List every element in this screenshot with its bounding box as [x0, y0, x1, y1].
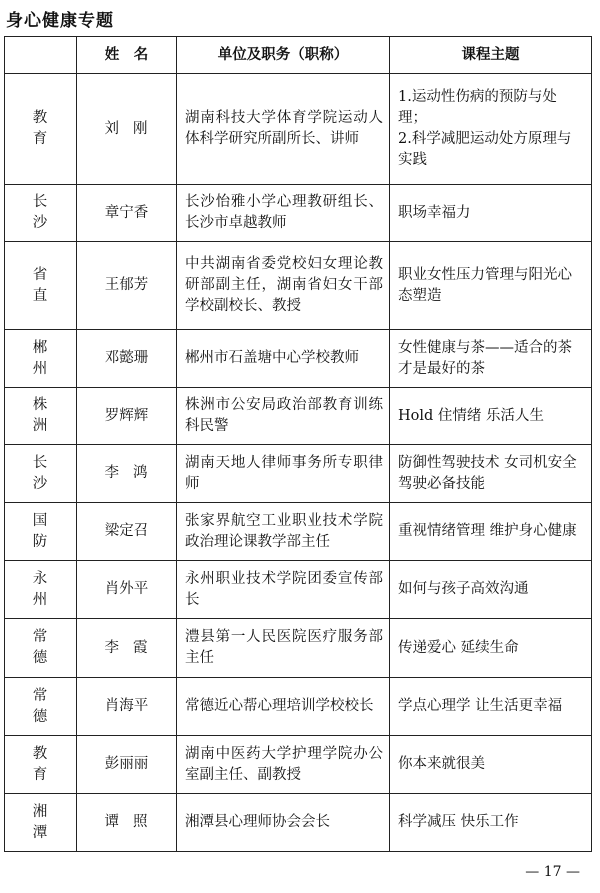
section-title: 身心健康专题: [6, 11, 114, 31]
cell-topic: [390, 619, 592, 678]
cell-unit: 永州职业技术学院团委宣传部长: [177, 561, 390, 619]
cell-topic: [390, 74, 592, 185]
cell-unit: 常德近心帮心理培训学校校长: [177, 678, 390, 736]
topic-line: 你本来就很美: [398, 756, 485, 772]
cell-name: 章宁香: [77, 185, 177, 242]
cell-name: 罗辉辉: [77, 388, 177, 445]
cell-name: 邓懿珊: [77, 330, 177, 388]
table-row: [5, 242, 592, 330]
cell-unit: 湖南科技大学体育学院运动人体科学研究所副所长、讲师: [177, 74, 390, 185]
cell-region: 长沙: [5, 185, 77, 242]
topic-line: 科学减压 快乐工作: [398, 814, 519, 830]
cell-unit: 湖南天地人律师事务所专职律师: [177, 445, 390, 503]
table-row: [5, 736, 592, 794]
cell-name: 彭丽丽: [77, 736, 177, 794]
table-row: [5, 794, 592, 852]
cell-unit: 澧县第一人民医院医疗服务部主任: [177, 619, 390, 678]
topic-line: 学点心理学 让生活更幸福: [398, 698, 563, 714]
table-row: [5, 74, 592, 185]
topic-line: 重视情绪管理 维护身心健康: [398, 523, 577, 539]
cell-name: 谭照: [77, 794, 177, 852]
cell-name: 王郁芳: [77, 242, 177, 330]
cell-region: 常德: [5, 619, 77, 678]
header-unit: 单位及职务（职称）: [177, 37, 390, 74]
topic-line: 如何与孩子高效沟通: [398, 581, 529, 597]
topic-line: 1.运动性伤病的预防与处理；: [398, 89, 557, 126]
cell-unit: 中共湖南省委党校妇女理论教研部副主任，湖南省妇女干部学校副校长、教授: [177, 242, 390, 330]
cell-topic: [390, 736, 592, 794]
table-row: [5, 619, 592, 678]
cell-topic: [390, 330, 592, 388]
cell-topic: [390, 678, 592, 736]
topic-line: 女性健康与茶——适合的茶才是最好的茶: [398, 339, 572, 377]
table-row: [5, 503, 592, 561]
cell-region: 教育: [5, 74, 77, 185]
cell-region: 教育: [5, 736, 77, 794]
cell-name: 刘刚: [77, 74, 177, 185]
cell-region: 郴州: [5, 330, 77, 388]
header-topic: 课程主题: [390, 37, 592, 74]
table-row: [5, 185, 592, 242]
topic-line: 2.科学减肥运动处方原理与实践: [398, 131, 572, 168]
topic-line: 职业女性压力管理与阳光心态塑造: [398, 266, 572, 304]
cell-name: 李鸿: [77, 445, 177, 503]
cell-unit: 湖南中医药大学护理学院办公室副主任、副教授: [177, 736, 390, 794]
cell-region: 国防: [5, 503, 77, 561]
cell-name: 肖外平: [77, 561, 177, 619]
table-header-row: [5, 37, 592, 74]
table-row: [5, 678, 592, 736]
cell-region: 长沙: [5, 445, 77, 503]
cell-region: 湘潭: [5, 794, 77, 852]
cell-topic: [390, 503, 592, 561]
cell-unit: 株洲市公安局政治部教育训练科民警: [177, 388, 390, 445]
table-body: [5, 74, 592, 852]
cell-name: 梁定召: [77, 503, 177, 561]
cell-topic: [390, 794, 592, 852]
cell-unit: 长沙怡雅小学心理教研组长、长沙市卓越教师: [177, 185, 390, 242]
header-region: [5, 37, 77, 74]
page-number: — 17 —: [525, 864, 580, 880]
cell-topic: [390, 242, 592, 330]
topic-line: 防御性驾驶技术 女司机安全驾驶必备技能: [398, 454, 577, 492]
table-row: [5, 445, 592, 503]
cell-region: 株洲: [5, 388, 77, 445]
cell-topic: [390, 185, 592, 242]
cell-topic: [390, 561, 592, 619]
cell-name: 李霞: [77, 619, 177, 678]
cell-name: 肖海平: [77, 678, 177, 736]
cell-region: 永州: [5, 561, 77, 619]
topic-line: Hold 住情绪 乐活人生: [398, 407, 545, 424]
topic-line: 传递爱心 延续生命: [398, 639, 519, 656]
cell-unit: 郴州市石盖塘中心学校教师: [177, 330, 390, 388]
lecturer-table: [4, 36, 592, 852]
cell-unit: 湘潭县心理师协会会长: [177, 794, 390, 852]
table-row: [5, 561, 592, 619]
cell-topic: [390, 445, 592, 503]
table-row: [5, 388, 592, 445]
cell-region: 常德: [5, 678, 77, 736]
header-name: 姓 名: [77, 37, 177, 74]
topic-line: 职场幸福力: [398, 204, 471, 221]
cell-unit: 张家界航空工业职业技术学院政治理论课教学部主任: [177, 503, 390, 561]
table-row: [5, 330, 592, 388]
cell-region: 省直: [5, 242, 77, 330]
cell-topic: [390, 388, 592, 445]
